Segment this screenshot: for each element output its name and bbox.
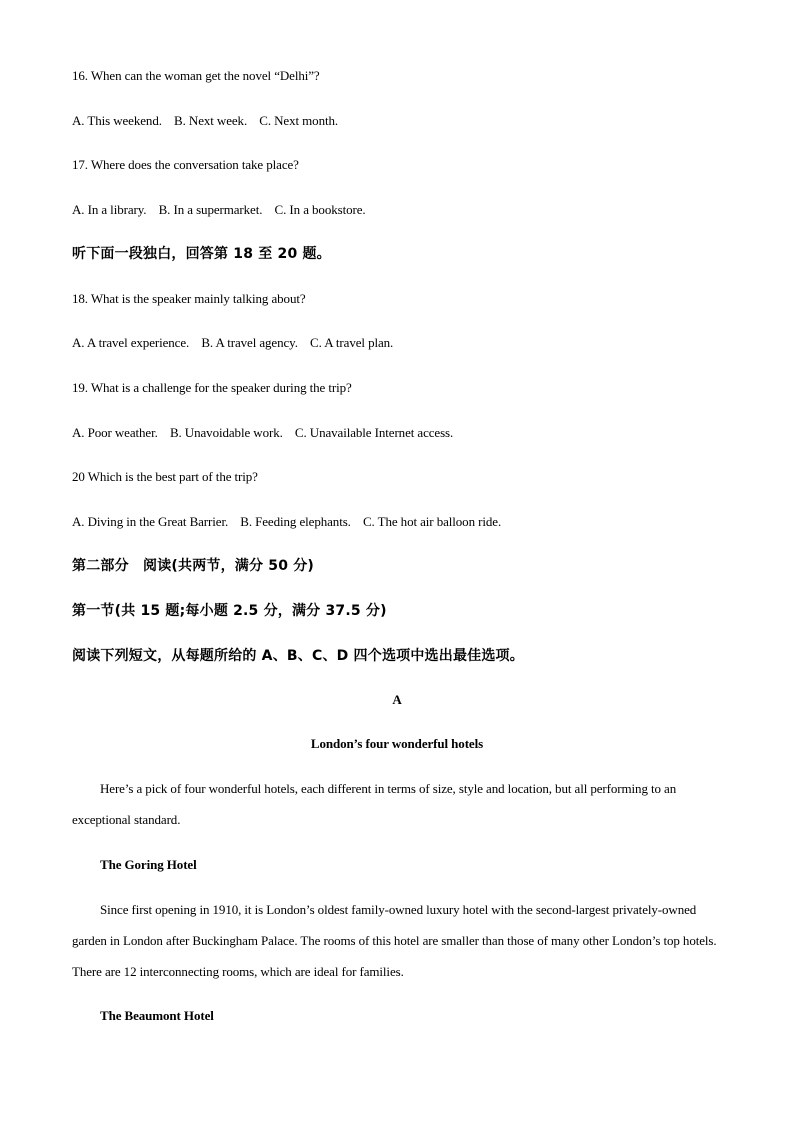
option-c: C. A travel plan.: [310, 335, 394, 350]
question-17-options: [72, 202, 375, 218]
option-a: A. Poor weather.: [72, 425, 158, 440]
option-b: B. Feeding elephants.: [240, 514, 351, 529]
option-b: B. In a supermarket.: [158, 202, 263, 217]
option-a: A. In a library.: [72, 202, 147, 217]
question-19-stem: 19. What is a challenge for the speaker during the trip?: [72, 380, 352, 395]
option-c: C. Next month.: [259, 113, 339, 128]
question-18-stem: 18. What is the speaker mainly talking about?: [72, 291, 306, 306]
option-b: B. A travel agency.: [201, 335, 298, 350]
option-a: A. A travel experience.: [72, 335, 190, 350]
option-c: C. Unavailable Internet access.: [294, 425, 454, 440]
question-16-stem: 16. When can the woman get the novel “Delhi”?: [72, 68, 320, 83]
passage-intro: Here’s a pick of four wonderful hotels, each different in terms of size, style and location, but all performing to an exceptional standard.: [72, 781, 677, 827]
hotel-text-goring: Since first opening in 1910, it is London’s oldest family-owned luxury hotel with the second-largest privately-owned garden in London after Buckingham Palace. The rooms of this hotel are smaller than those of many other London’s top hotels. There are 12 interconnecting rooms, which are ideal for families.: [72, 902, 717, 979]
question-17-stem: 17. Where does the conversation take place?: [72, 157, 299, 172]
option-b: B. Unavoidable work.: [169, 425, 283, 440]
option-a: A. Diving in the Great Barrier.: [72, 514, 229, 529]
question-18-options: [72, 335, 402, 351]
reading-directions: 阅读下列短文，从每题所给的 A、B、C、D 四个选项中选出最佳选项。: [72, 648, 524, 664]
question-20-stem: 20 Which is the best part of the trip?: [72, 469, 258, 484]
passage-letter: A: [392, 692, 402, 707]
hotel-heading-beaumont: The Beaumont Hotel: [100, 1008, 214, 1023]
question-16-options: [72, 113, 347, 129]
option-c: C. In a bookstore.: [274, 202, 366, 217]
question-20-options: [72, 514, 510, 530]
option-a: A. This weekend.: [72, 113, 162, 128]
section-one-heading: 第一节(共 15 题;每小题 2.5 分，满分 37.5 分): [72, 603, 387, 619]
hotel-heading-goring: The Goring Hotel: [100, 857, 197, 872]
monologue-instruction: 听下面一段独白，回答第 18 至 20 题。: [72, 246, 331, 262]
option-b: B. Next week.: [174, 113, 248, 128]
passage-title: London’s four wonderful hotels: [310, 736, 484, 751]
question-19-options: [72, 425, 462, 441]
option-c: C. The hot air balloon ride.: [362, 514, 502, 529]
part-two-heading: 第二部分 阅读(共两节，满分 50 分): [72, 558, 315, 574]
